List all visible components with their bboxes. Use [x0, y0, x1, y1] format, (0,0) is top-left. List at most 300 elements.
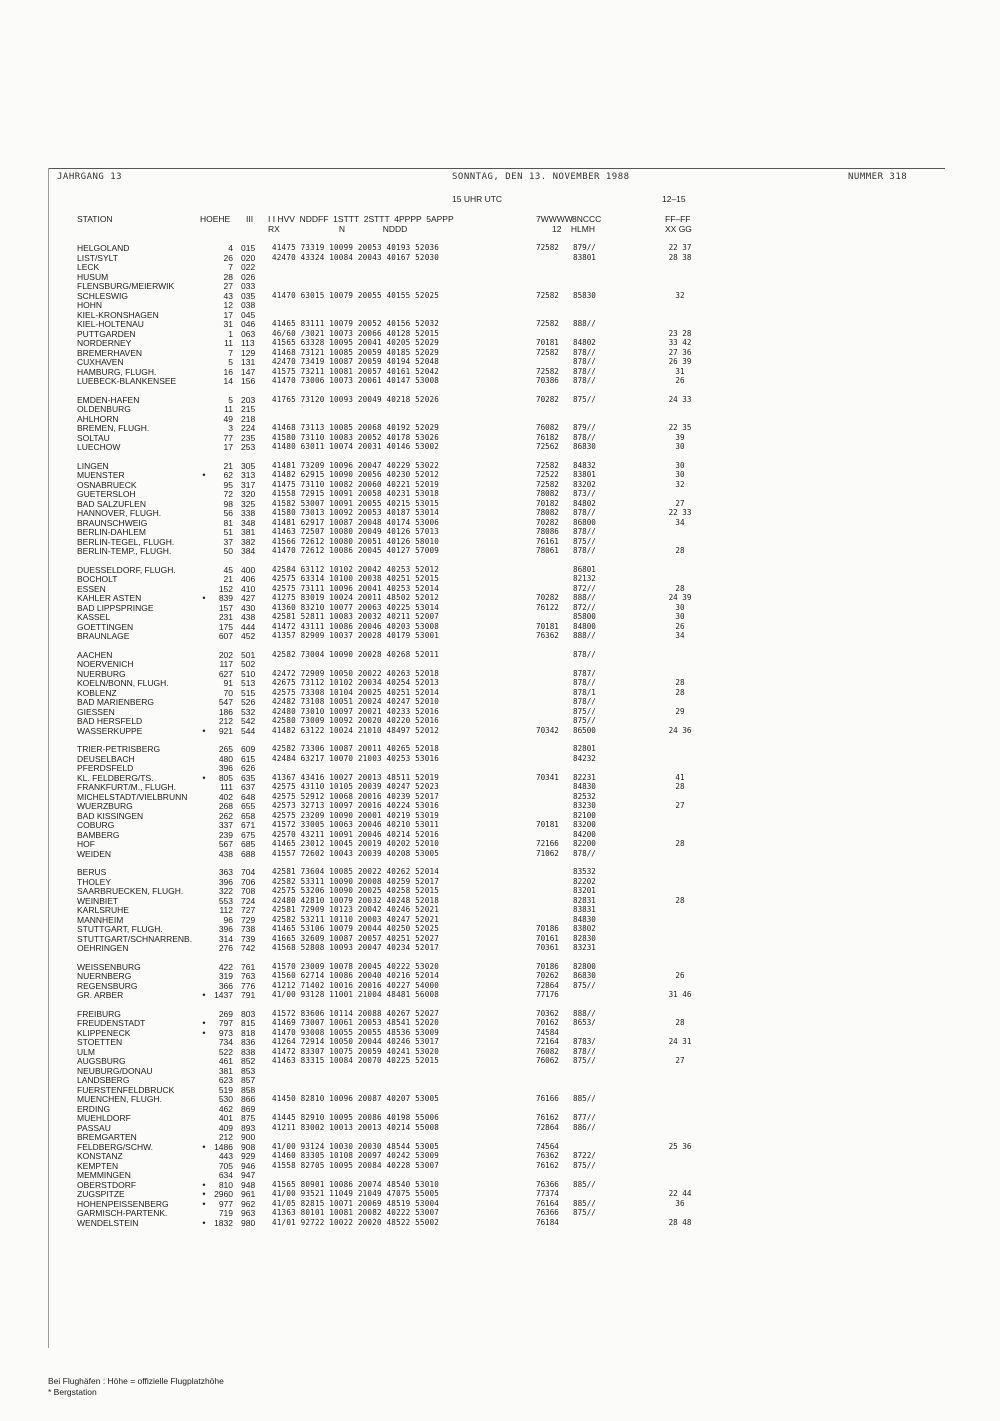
- station-height: 202: [218, 649, 233, 660]
- synop-groups: 41445 82910 10095 20086 40198 55006: [272, 1113, 440, 1122]
- group-eight: 83230: [573, 801, 596, 810]
- table-row: [0, 376, 1000, 386]
- station-height: 461: [218, 1056, 233, 1066]
- col-iii: III: [246, 214, 254, 224]
- station-name: AUGSBURG: [77, 1056, 126, 1066]
- station-id: 444: [241, 621, 256, 632]
- station-id: 218: [241, 413, 256, 424]
- synop-groups: 41475 73110 10082 20060 40221 52019: [272, 479, 440, 489]
- station-name: PFERDSFELD: [77, 763, 134, 773]
- table-row: [0, 1151, 1000, 1161]
- station-height: 212: [218, 1132, 233, 1142]
- table-row: [0, 792, 1000, 802]
- group-seven: 76162: [536, 1113, 559, 1122]
- station-height: 62: [223, 470, 233, 480]
- station-height: 70: [223, 687, 233, 698]
- station-name: BERLIN-DAHLEM: [77, 527, 146, 537]
- group-seven: 76362: [536, 1151, 559, 1160]
- table-row: [0, 971, 1000, 981]
- mountain-marker: •: [202, 990, 206, 1000]
- wind-gusts: 26: [675, 971, 685, 980]
- group-eight: 878//: [573, 697, 596, 706]
- table-row: [0, 811, 1000, 821]
- synop-groups: 42582 73004 10090 20028 40268 52011: [272, 649, 440, 659]
- station-id: 675: [241, 829, 256, 840]
- station-height: 1486: [214, 1141, 233, 1152]
- wind-gusts: 28 48: [668, 1217, 692, 1227]
- group-seven: 78061: [536, 546, 559, 555]
- group-eight: 885//: [573, 1198, 596, 1208]
- table-row: [0, 499, 1000, 509]
- station-id: 776: [241, 980, 256, 991]
- group-eight: 85830: [573, 290, 596, 300]
- station-height: 212: [218, 716, 233, 726]
- table-row: [0, 584, 1000, 594]
- group-seven: 77176: [536, 990, 559, 999]
- group-eight: 888//: [573, 1008, 596, 1018]
- station-id: 203: [241, 394, 256, 405]
- synop-groups: 42675 73112 10102 20034 40254 52013: [272, 678, 440, 687]
- station-name: GIESSEN: [77, 706, 115, 717]
- group-seven: 77374: [536, 1189, 559, 1198]
- station-height: 12: [223, 300, 233, 310]
- volume-label: JAHRGANG 13: [57, 172, 123, 182]
- group-seven: 70362: [536, 1008, 559, 1018]
- synop-groups: 41367 43416 10027 20013 48511 52019: [272, 772, 440, 782]
- station-name: HAMBURG, FLUGH.: [77, 366, 157, 377]
- station-height: 396: [218, 924, 233, 934]
- synop-groups: 41557 72602 10043 20039 40208 53005: [272, 848, 440, 858]
- wind-gusts: 31 46: [668, 990, 692, 999]
- table-row: [0, 395, 1000, 405]
- station-id: 893: [241, 1122, 256, 1133]
- group-eight: 82202: [573, 876, 596, 886]
- table-row: [0, 1180, 1000, 1190]
- group-eight: 86800: [573, 517, 596, 527]
- group-seven: 72864: [536, 1122, 559, 1132]
- wind-gusts: 30: [675, 460, 685, 470]
- station-height: 117: [219, 659, 233, 669]
- group-eight: 83201: [573, 886, 596, 895]
- wind-gusts: 30: [675, 442, 685, 451]
- synop-groups: 41212 71402 10016 20016 40227 54000: [272, 980, 440, 990]
- table-row: [0, 414, 1000, 424]
- station-height: 265: [218, 744, 233, 754]
- group-seven: 76161: [536, 536, 559, 546]
- group-seven: 76122: [536, 602, 559, 612]
- group-eight: 888//: [573, 319, 596, 328]
- station-name: HOHENPEISSENBERG: [77, 1198, 169, 1209]
- synop-groups: 42582 53311 10090 20008 40259 52017: [272, 876, 440, 886]
- table-row: [0, 943, 1000, 953]
- station-id: 704: [241, 867, 256, 877]
- station-height: 438: [218, 848, 233, 859]
- wind-gusts: 28: [675, 546, 685, 555]
- station-name: FELDBERG/SCHW.: [77, 1141, 154, 1152]
- station-name: WEISSENBURG: [77, 961, 141, 972]
- station-name: BREMEN, FLUGH.: [77, 423, 150, 433]
- group-seven: 76182: [536, 432, 559, 442]
- station-id: 338: [241, 508, 256, 518]
- station-name: NORDERNEY: [77, 338, 132, 348]
- station-height: 26: [223, 252, 233, 263]
- synop-groups: 41572 33005 10063 20046 40210 53011: [272, 820, 440, 829]
- group-eight: 875//: [573, 1208, 596, 1217]
- station-id: 348: [241, 517, 256, 528]
- table-row: [0, 1113, 1000, 1123]
- station-height: 268: [218, 801, 233, 811]
- station-id: 655: [241, 801, 256, 811]
- station-id: 305: [241, 460, 256, 471]
- synop-groups: 42581 72909 10123 20042 40246 52021: [272, 905, 440, 914]
- wind-gusts: 22 37: [668, 243, 692, 252]
- table-row: [0, 1018, 1000, 1028]
- issue-number: NUMMER 318: [848, 172, 908, 182]
- group-eight: 8783/: [573, 1037, 596, 1046]
- synop-groups: 41580 73013 10092 20053 40187 53014: [272, 508, 440, 517]
- table-row: [0, 1208, 1000, 1218]
- station-id: 866: [241, 1094, 256, 1104]
- station-id: 381: [241, 527, 256, 537]
- group-eight: 878//: [573, 1046, 596, 1056]
- station-name: LUECHOW: [77, 442, 121, 452]
- station-id: 515: [241, 687, 256, 698]
- table-row: [0, 461, 1000, 471]
- station-name: FREUDENSTADT: [77, 1018, 146, 1028]
- station-id: 947: [241, 1170, 256, 1180]
- synop-groups: 41565 80901 10086 20074 48540 53010: [272, 1179, 440, 1189]
- group-seven: 70282: [536, 394, 559, 404]
- table-row: [0, 310, 1000, 320]
- table-row: [0, 367, 1000, 377]
- station-id: 803: [241, 1008, 256, 1019]
- station-name: LUEBECK-BLANKENSEE: [77, 376, 177, 386]
- synop-groups: 41575 73211 10081 20057 40161 52042: [272, 366, 440, 376]
- synop-groups: 41450 82810 10096 20087 40207 53005: [272, 1094, 440, 1103]
- synop-groups: 42480 73010 10097 20021 40233 52016: [272, 706, 440, 716]
- group-eight: 878//: [573, 848, 596, 858]
- time-label: 15 UHR UTC: [452, 194, 503, 204]
- mountain-marker: •: [202, 1189, 206, 1199]
- station-name: OSNABRUECK: [77, 479, 137, 490]
- synop-groups: 41/05 82815 10071 20069 48519 53004: [272, 1198, 440, 1208]
- station-id: 869: [241, 1103, 256, 1114]
- synop-groups: 42575 52912 10068 20016 40239 52017: [272, 791, 440, 801]
- group-seven: 70282: [536, 593, 559, 602]
- synop-groups: 41363 80101 10081 20082 40222 53007: [272, 1208, 440, 1217]
- station-name: KONSTANZ: [77, 1151, 123, 1161]
- station-name: TRIER-PETRISBERG: [77, 744, 161, 754]
- group-eight: 875//: [573, 706, 596, 716]
- station-id: 875: [241, 1113, 256, 1123]
- table-row: [0, 678, 1000, 688]
- group-eight: 878//: [573, 546, 596, 555]
- station-id: 738: [241, 924, 256, 934]
- group-eight: 82801: [573, 744, 596, 753]
- synop-groups: 41465 23012 10045 20019 40202 52010: [272, 839, 440, 848]
- group-eight: 83532: [573, 867, 596, 876]
- group-eight: 878//: [573, 508, 596, 517]
- station-id: 836: [241, 1037, 256, 1047]
- station-name: ZUGSPITZE: [77, 1189, 125, 1199]
- table-row: [0, 291, 1000, 301]
- group-eight: 885//: [573, 1179, 596, 1189]
- table-row: [0, 546, 1000, 556]
- table-row: [0, 867, 1000, 877]
- station-id: 045: [241, 309, 256, 320]
- station-height: 396: [218, 763, 233, 773]
- station-name: GOETTINGEN: [77, 621, 134, 632]
- group-eight: 875//: [573, 1056, 596, 1065]
- station-name: ERDING: [77, 1103, 111, 1114]
- group-eight: 878//: [573, 678, 596, 687]
- station-id: 761: [241, 961, 256, 972]
- group-eight: 878//: [573, 432, 596, 442]
- group-eight: 85800: [573, 612, 596, 621]
- group-eight: 83202: [573, 479, 596, 489]
- station-height: 402: [218, 791, 233, 802]
- synop-groups: 42470 73419 10087 20059 40194 52048: [272, 357, 440, 366]
- table-row: [0, 631, 1000, 641]
- col-synop-2: RX N NDDD: [268, 224, 408, 234]
- group-eight: 878//: [573, 347, 596, 357]
- table-row: [0, 1189, 1000, 1199]
- station-name: GR. ARBER: [77, 990, 124, 1000]
- table-row: [0, 527, 1000, 537]
- station-id: 615: [241, 753, 256, 764]
- group-seven: 70182: [536, 498, 559, 508]
- wind-gusts: 27 36: [668, 347, 692, 357]
- table-row: [0, 348, 1000, 358]
- station-id: 708: [241, 886, 256, 896]
- station-id: 438: [241, 612, 256, 622]
- station-id: 658: [241, 810, 256, 821]
- station-name: WUERZBURG: [77, 801, 133, 811]
- mountain-marker: •: [202, 1018, 206, 1028]
- station-height: 719: [218, 1208, 233, 1218]
- group-seven: 78082: [536, 489, 559, 498]
- station-id: 838: [241, 1046, 256, 1057]
- group-seven: 70342: [536, 725, 559, 735]
- table-row: [0, 1218, 1000, 1228]
- station-height: 56: [223, 508, 233, 518]
- synop-groups: 41/00 93124 10030 20030 48544 53005: [272, 1141, 440, 1151]
- station-id: 063: [241, 328, 256, 339]
- table-row: [0, 886, 1000, 896]
- station-name: PASSAU: [77, 1122, 111, 1133]
- station-name: MEMMINGEN: [77, 1170, 131, 1180]
- table-row: [0, 1075, 1000, 1085]
- station-height: 111: [220, 782, 233, 792]
- wind-gusts: 28: [675, 583, 685, 593]
- group-eight: 83231: [573, 943, 596, 952]
- table-row: [0, 669, 1000, 679]
- synop-groups: 41468 73121 10085 20059 40185 52029: [272, 347, 440, 357]
- synop-groups: 42575 73111 10096 20041 40253 52014: [272, 583, 440, 593]
- station-id: 400: [241, 564, 256, 575]
- mountain-marker: •: [202, 725, 206, 736]
- station-id: 235: [241, 432, 256, 443]
- table-row: [0, 319, 1000, 329]
- wind-gusts: 36: [675, 1198, 685, 1208]
- wind-gusts: 22 33: [668, 508, 692, 517]
- station-height: 96: [223, 914, 233, 925]
- synop-groups: 41482 62915 10090 20056 40230 52012: [272, 470, 440, 479]
- wind-gusts: 24 31: [668, 1037, 692, 1046]
- station-height: 11: [224, 404, 233, 414]
- station-name: KEMPTEN: [77, 1160, 119, 1171]
- station-id: 818: [241, 1027, 256, 1038]
- station-id: 026: [241, 271, 256, 282]
- group-eight: 8787/: [573, 668, 596, 678]
- col-hoehe: HOEHE: [200, 214, 231, 224]
- wind-gusts: 27: [675, 1056, 685, 1065]
- station-name: STUTTGART, FLUGH.: [77, 924, 163, 934]
- table-row: [0, 896, 1000, 906]
- station-name: BAD KISSINGEN: [77, 810, 144, 821]
- group-eight: 86801: [573, 564, 596, 574]
- col-ff-2: XX GG: [665, 224, 692, 234]
- station-name: WASSERKUPPE: [77, 725, 143, 736]
- group-eight: 84832: [573, 460, 596, 470]
- station-id: 320: [241, 489, 256, 499]
- synop-groups: 41468 73113 10085 20068 40192 52029: [272, 423, 440, 432]
- synop-groups: 41570 23009 10078 20045 40222 53020: [272, 961, 440, 971]
- station-name: LECK: [77, 262, 100, 272]
- group-eight: 875//: [573, 394, 596, 404]
- group-seven: 72582: [536, 479, 559, 489]
- synop-groups: 41470 93008 10055 20055 48536 53009: [272, 1027, 440, 1037]
- synop-groups: 41481 62917 10087 20048 40174 53006: [272, 517, 440, 527]
- table-row: [0, 924, 1000, 934]
- station-height: 5: [228, 357, 233, 367]
- table-row: [0, 688, 1000, 698]
- station-id: 046: [241, 319, 256, 329]
- wind-gusts: 27: [675, 498, 685, 508]
- wind-gusts: 41: [675, 772, 685, 782]
- table-row: [0, 300, 1000, 310]
- station-name: FUERSTENFELDBRUCK: [77, 1084, 175, 1095]
- group-eight: 872//: [573, 602, 596, 612]
- station-height: 17: [223, 309, 233, 320]
- station-name: OEHRINGEN: [77, 943, 129, 953]
- wind-gusts: 26 39: [668, 357, 692, 366]
- station-id: 724: [241, 895, 256, 906]
- station-id: 406: [241, 574, 256, 584]
- wind-gusts: 31: [675, 366, 685, 376]
- station-height: 409: [218, 1122, 233, 1133]
- station-id: 688: [241, 848, 256, 859]
- group-seven: 76362: [536, 631, 559, 640]
- group-seven: 70186: [536, 961, 559, 971]
- station-name: ESSEN: [77, 583, 106, 594]
- station-name: WEINBIET: [77, 895, 119, 906]
- synop-groups: 41765 73120 10093 20049 40218 52026: [272, 394, 440, 404]
- station-height: 810: [218, 1179, 233, 1190]
- table-row: [0, 905, 1000, 915]
- synop-groups: 42580 73009 10092 20020 40220 52016: [272, 716, 440, 725]
- wind-gusts: 34: [675, 517, 685, 527]
- table-row: [0, 697, 1000, 707]
- station-height: 567: [218, 839, 233, 849]
- station-height: 112: [219, 905, 233, 915]
- station-name: BREMGARTEN: [77, 1132, 137, 1142]
- table-row: [0, 338, 1000, 348]
- group-seven: 71062: [536, 848, 559, 858]
- station-id: 858: [241, 1084, 256, 1095]
- station-id: 513: [241, 678, 256, 688]
- wind-gusts: 30: [675, 470, 685, 479]
- synop-groups: 41665 32609 10087 20057 40251 52027: [272, 933, 440, 943]
- group-eight: 885//: [573, 1094, 596, 1103]
- station-name: LINGEN: [77, 460, 109, 471]
- synop-groups: 42582 73306 10087 20011 40265 52018: [272, 744, 440, 753]
- station-name: BAD SALZUFLEN: [77, 498, 146, 509]
- station-height: 319: [218, 971, 233, 981]
- group-eight: 878//: [573, 357, 596, 366]
- group-eight: 875//: [573, 536, 596, 546]
- station-name: DEUSELBACH: [77, 753, 135, 764]
- station-id: 857: [241, 1075, 256, 1085]
- station-id: 962: [241, 1198, 256, 1209]
- synop-groups: 42570 43211 10091 20046 40214 52016: [272, 829, 440, 839]
- station-name: NOERVENICH: [77, 659, 134, 669]
- station-id: 510: [241, 668, 256, 679]
- wind-gusts: 25 36: [668, 1141, 692, 1151]
- station-id: 609: [241, 744, 256, 754]
- station-id: 033: [241, 281, 256, 291]
- table-row: [0, 423, 1000, 433]
- synop-groups: 41211 83002 10013 20013 40214 55008: [272, 1122, 440, 1132]
- station-id: 020: [241, 252, 256, 263]
- table-row: [0, 404, 1000, 414]
- station-id: 313: [241, 470, 256, 480]
- table-row: [0, 442, 1000, 452]
- table-row: [0, 622, 1000, 632]
- station-name: BRAUNSCHWEIG: [77, 517, 148, 528]
- wind-gusts: 22 44: [668, 1189, 692, 1198]
- group-eight: 83801: [573, 470, 596, 479]
- station-name: AHLHORN: [77, 413, 119, 424]
- station-height: 37: [223, 536, 233, 547]
- group-eight: 878//: [573, 376, 596, 385]
- group-seven: 76366: [536, 1179, 559, 1189]
- synop-groups: 42470 43324 10084 20043 40167 52030: [272, 252, 440, 262]
- group-eight: 84802: [573, 498, 596, 508]
- station-height: 401: [218, 1113, 233, 1123]
- col-seven: 7WWWW: [536, 214, 573, 224]
- station-height: 396: [218, 876, 233, 887]
- station-id: 544: [241, 725, 256, 736]
- table-row: [0, 990, 1000, 1000]
- col-ff-1: FF–FF: [665, 214, 691, 224]
- station-height: 175: [218, 621, 233, 632]
- station-height: 1: [228, 328, 233, 339]
- station-id: 224: [241, 423, 256, 433]
- station-name: SAARBRUECKEN, FLUGH.: [77, 886, 184, 896]
- table-row: [0, 1170, 1000, 1180]
- group-eight: 8653/: [573, 1018, 596, 1027]
- group-eight: 879//: [573, 243, 596, 252]
- group-seven: 70386: [536, 376, 559, 385]
- synop-groups: 41558 82705 10095 20084 40228 53007: [272, 1160, 440, 1170]
- table-row: [0, 754, 1000, 764]
- table-row: [0, 1123, 1000, 1133]
- station-height: 314: [218, 933, 233, 944]
- station-id: 948: [241, 1179, 256, 1190]
- synop-groups: 41472 83307 10075 20059 40241 53020: [272, 1046, 440, 1056]
- station-height: 2960: [214, 1189, 233, 1199]
